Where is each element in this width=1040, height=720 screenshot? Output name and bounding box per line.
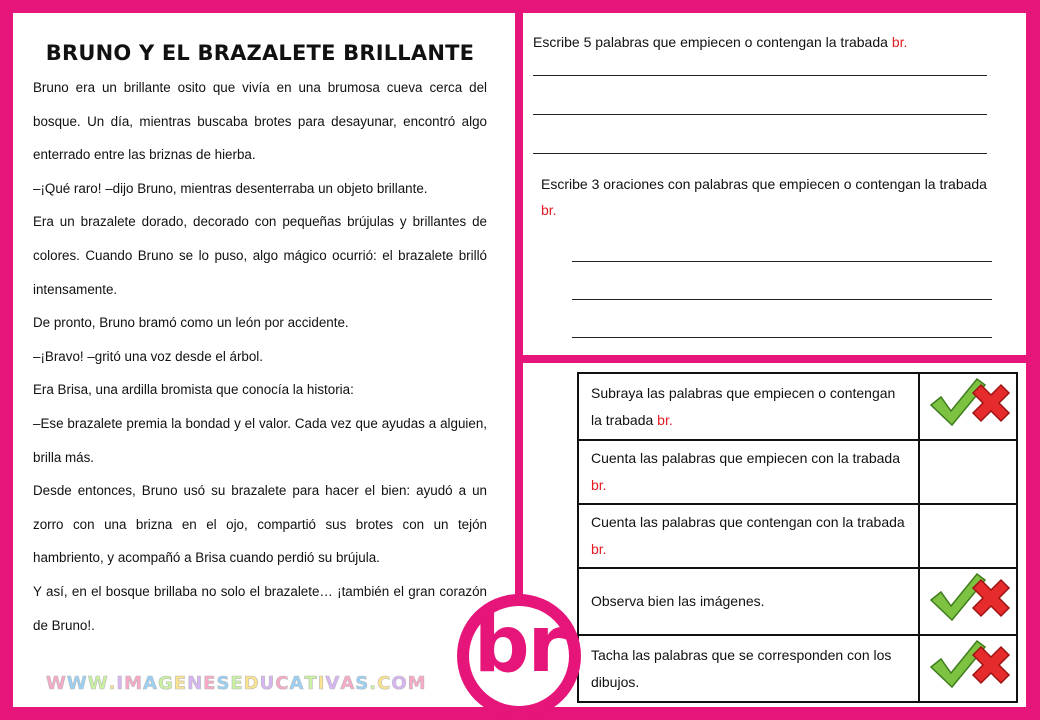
story-paragraph: Era Brisa, una ardilla bromista que conocía la historia:: [33, 382, 354, 398]
task-mark-cell[interactable]: [919, 635, 1017, 702]
check-icon: [931, 379, 985, 425]
tasks-panel: [523, 363, 1026, 707]
check-cross-icon: [925, 637, 1011, 691]
task-mark-cell[interactable]: [919, 568, 1017, 635]
story-paragraph: –¡Qué raro! –dijo Bruno, mientras desenterraba un objeto brillante.: [33, 180, 428, 196]
answer-line[interactable]: [572, 299, 992, 300]
story-paragraph: De pronto, Bruno bramó como un león por accidente.: [33, 315, 349, 331]
answer-line[interactable]: [533, 153, 987, 154]
table-row: [578, 504, 1017, 568]
check-cross-icon: [925, 570, 1011, 624]
tasks-table: [577, 372, 1018, 703]
badge-label: br: [473, 600, 565, 690]
table-row: [578, 440, 1017, 504]
table-row: [578, 568, 1017, 635]
exercise-sentences-prompt: Escribe 3 oraciones con palabras que empiecen o contengan la trabada br.: [541, 176, 987, 218]
answer-line[interactable]: [572, 261, 992, 262]
story-paragraph: Bruno era un brillante osito que vivía en una brumosa cueva cerca del bosque. Un día, mientras buscaba brotes para desayunar, encontró algo enterrado entre las briznas de hierba.: [33, 80, 487, 163]
answer-line[interactable]: [533, 75, 987, 76]
story-paragraph: –Ese brazalete premia la bondad y el valor. Cada vez que ayudas a alguien, brilla más.: [33, 415, 487, 465]
task-text: Tacha las palabras que se corresponden con los dibujos.: [578, 635, 919, 702]
watermark-text: WWW.IMAGENESEDUCATIVAS.COM: [46, 673, 427, 694]
writing-exercises-panel: [523, 13, 1026, 355]
story-paragraph: Y así, en el bosque brillaba no solo el brazalete… ¡también el gran corazón de Bruno!.: [33, 583, 487, 633]
task-text: Subraya las palabras que empiecen o contengan la trabada br.: [578, 373, 919, 440]
table-row: [578, 635, 1017, 702]
watermark: [46, 673, 427, 694]
story-title: BRUNO Y EL BRAZALETE BRILLANTE: [45, 41, 475, 65]
story-paragraph: Desde entonces, Bruno usó su brazalete para hacer el bien: ayudó a un zorro con una brizna en el ojo, compartió sus brotes con un tejón hambriento, y acompañó a Brisa cuando perdió su brújula.: [33, 483, 487, 566]
task-text: Cuenta las palabras que contengan con la trabada br.: [578, 504, 919, 568]
task-mark-cell[interactable]: [919, 504, 1017, 568]
answer-line[interactable]: [533, 114, 987, 115]
cross-icon: [973, 580, 1009, 616]
story-text: [33, 71, 487, 642]
story-paragraph: –¡Bravo! –gritó una voz desde el árbol.: [33, 348, 264, 364]
br-badge: [457, 594, 581, 718]
answer-line[interactable]: [572, 337, 992, 338]
check-icon: [931, 574, 985, 620]
task-text: Observa bien las imágenes.: [578, 568, 919, 635]
exercise-words-prompt: Escribe 5 palabras que empiecen o contengan la trabada br.: [533, 34, 908, 50]
story-paragraph: Era un brazalete dorado, decorado con pequeñas brújulas y brillantes de colores. Cuando Bruno se lo puso, algo mágico ocurrió: el brazalete brilló intensamente.: [33, 214, 487, 297]
cross-icon: [973, 385, 1009, 421]
task-mark-cell[interactable]: [919, 373, 1017, 440]
cross-icon: [973, 647, 1009, 683]
check-icon: [931, 641, 985, 687]
task-mark-cell[interactable]: [919, 440, 1017, 504]
story-panel: [13, 13, 515, 707]
check-cross-icon: [925, 375, 1011, 429]
table-row: [578, 373, 1017, 440]
task-text: Cuenta las palabras que empiecen con la trabada br.: [578, 440, 919, 504]
